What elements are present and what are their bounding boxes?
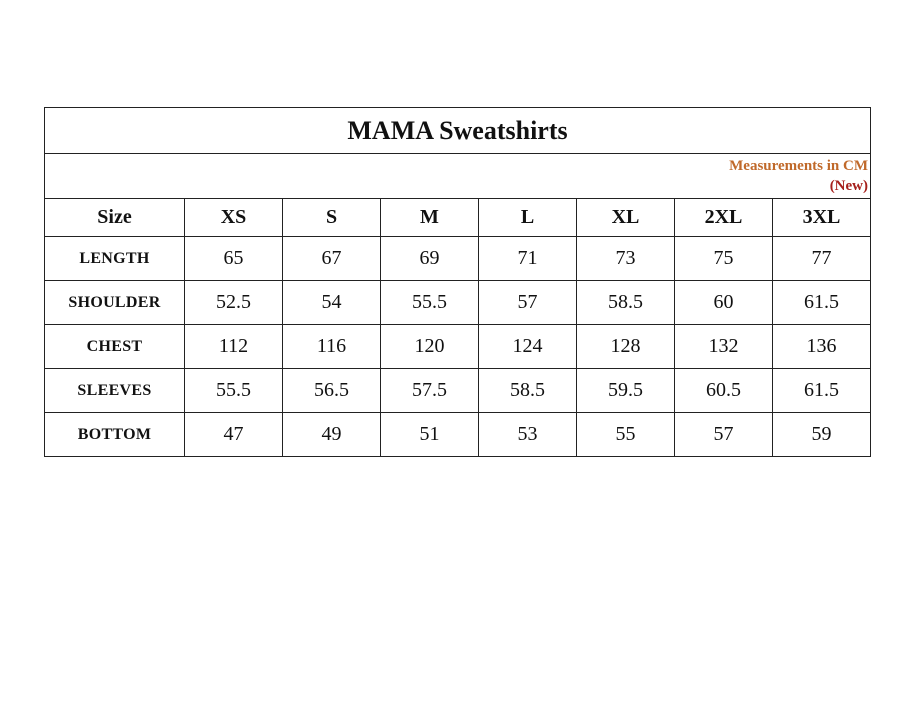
table-cell: 120 [381,325,479,369]
table-cell: 60.5 [675,369,773,413]
table-row [45,413,871,457]
table-cell: 61.5 [773,281,871,325]
table-cell: 124 [479,325,577,369]
table-cell: 56.5 [283,369,381,413]
table-cell: 57 [675,413,773,457]
row-label: SLEEVES [45,369,185,413]
table-cell: 57.5 [381,369,479,413]
table-cell: 75 [675,237,773,281]
table-row [45,325,871,369]
table-cell: 47 [185,413,283,457]
header-cell: 2XL [675,199,773,237]
table-cell: 49 [283,413,381,457]
table-cell: 55.5 [381,281,479,325]
table-row [45,369,871,413]
table-cell: 53 [479,413,577,457]
table-cell: 116 [283,325,381,369]
table-cell: 58.5 [577,281,675,325]
version-note: (New) [829,178,869,194]
table-cell: 54 [283,281,381,325]
header-cell: XL [577,199,675,237]
table-row [45,281,871,325]
table-cell: 55 [577,413,675,457]
table-row [45,237,871,281]
row-label: BOTTOM [45,413,185,457]
table-cell: 61.5 [773,369,871,413]
table-cell: 60 [675,281,773,325]
size-table [44,107,871,457]
header-row [45,199,871,237]
table-cell: 65 [185,237,283,281]
table-cell: 59 [773,413,871,457]
header-cell: Size [45,199,185,237]
table-cell: 73 [577,237,675,281]
table-cell: 77 [773,237,871,281]
table-cell: 58.5 [479,369,577,413]
header-cell: M [381,199,479,237]
table-cell: 55.5 [185,369,283,413]
size-chart [44,107,870,457]
table-cell: 132 [675,325,773,369]
table-cell: 52.5 [185,281,283,325]
header-cell: S [283,199,381,237]
table-cell: 51 [381,413,479,457]
table-cell: 136 [773,325,871,369]
header-cell: XS [185,199,283,237]
chart-title: MAMA Sweatshirts [45,108,871,154]
table-cell: 112 [185,325,283,369]
table-cell: 128 [577,325,675,369]
row-label: CHEST [45,325,185,369]
header-cell: L [479,199,577,237]
table-cell: 71 [479,237,577,281]
row-label: SHOULDER [45,281,185,325]
measurement-note [45,154,871,199]
table-cell: 67 [283,237,381,281]
row-label: LENGTH [45,237,185,281]
table-cell: 57 [479,281,577,325]
header-cell: 3XL [773,199,871,237]
table-cell: 69 [381,237,479,281]
measurement-unit-note: Measurements in CM [729,158,869,174]
table-cell: 59.5 [577,369,675,413]
